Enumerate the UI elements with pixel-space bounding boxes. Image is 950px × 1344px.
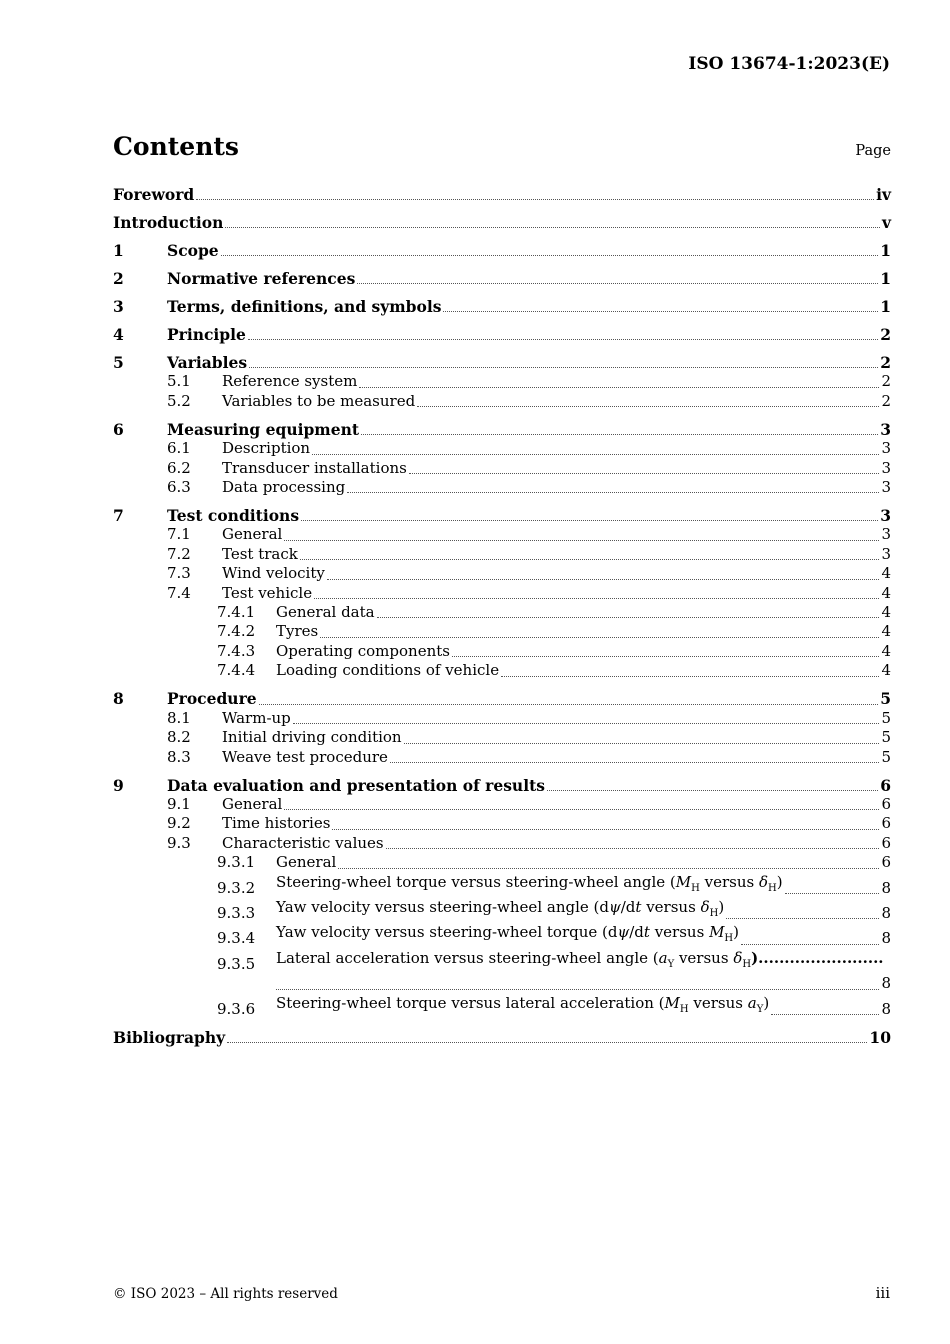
dot-leader (196, 199, 874, 200)
dot-leader (443, 311, 878, 312)
math-subscript: H (691, 882, 700, 894)
title-text: versus (649, 923, 710, 942)
toc-number: 9.3.4 (217, 929, 256, 948)
toc-title: Normative references (167, 269, 356, 288)
dot-leader (284, 809, 879, 810)
dot-leader (726, 918, 879, 919)
document-id: ISO 13674-1:2023(E) (688, 54, 890, 74)
dot-leader (300, 559, 880, 560)
toc-title: Weave test procedure (222, 747, 388, 766)
dot-leader (338, 868, 879, 869)
dot-leader (404, 743, 880, 744)
toc-page: 5 (881, 708, 891, 727)
math-variable: δ (758, 872, 769, 891)
table-of-contents (113, 185, 891, 1047)
dot-leader (276, 974, 879, 989)
toc-title (276, 949, 884, 974)
toc-title: Transducer installations (222, 458, 407, 477)
title-text: versus (688, 993, 748, 1012)
title-text: Steering-wheel torque versus lateral acceleration ( (276, 993, 665, 1012)
toc-page: 8 (881, 903, 891, 922)
toc-title (276, 923, 739, 948)
toc-entry-9-3-5[interactable] (113, 949, 891, 974)
toc-number: 8 (113, 689, 124, 709)
toc-entry-6[interactable] (113, 420, 891, 439)
dot-leader (314, 598, 879, 599)
toc-entry-7-3[interactable] (113, 564, 891, 583)
dot-leader (332, 829, 879, 830)
dot-leader (359, 387, 879, 388)
dot-leader (347, 492, 879, 493)
toc-title: Test track (222, 544, 298, 563)
toc-title: Wind velocity (222, 564, 325, 583)
title-text: Yaw velocity versus steering-wheel angle (d (276, 897, 609, 916)
title-text: Yaw velocity versus steering-wheel torque (d (276, 923, 618, 942)
toc-page: 8 (881, 929, 891, 948)
math-variable: a (658, 948, 668, 967)
math-variable: M (709, 923, 725, 942)
toc-title: General data (276, 603, 375, 622)
dot-leader (390, 762, 880, 763)
toc-title: Warm-up (222, 708, 291, 727)
toc-entry-bibliography[interactable] (113, 1028, 891, 1047)
toc-page: 8 (881, 974, 891, 993)
dot-leader (225, 227, 880, 228)
toc-title: Principle (167, 325, 246, 344)
toc-number: 7.4.1 (217, 603, 256, 622)
toc-title: Reference system (222, 372, 358, 391)
page-column-label: Page (855, 143, 891, 159)
toc-page: 8 (881, 999, 891, 1018)
math-variable: ψ (617, 923, 630, 942)
dot-leader (741, 944, 879, 945)
math-variable: t (635, 897, 642, 916)
toc-page: 3 (881, 439, 891, 458)
toc-page: 6 (881, 833, 891, 852)
toc-title: General (276, 853, 337, 872)
toc-entry-9-1[interactable] (113, 795, 891, 814)
toc-entry-7-1[interactable] (113, 525, 891, 544)
toc-title: Data processing (222, 478, 346, 497)
toc-number: 2 (113, 269, 124, 288)
contents-header (113, 132, 891, 166)
math-variable: δ (733, 948, 743, 967)
dot-leader (361, 434, 878, 435)
toc-number: 9.3.2 (217, 878, 256, 897)
toc-page: 10 (869, 1027, 891, 1047)
toc-title (276, 994, 769, 1019)
toc-title: Operating components (276, 641, 450, 660)
title-text: versus (699, 872, 759, 891)
toc-title: Introduction (113, 213, 224, 232)
toc-entry-9-2[interactable] (113, 814, 891, 833)
math-variable: t (643, 923, 650, 942)
toc-title: Bibliography (113, 1027, 226, 1047)
toc-entry-8-2[interactable] (113, 728, 891, 747)
dot-leader (312, 454, 879, 455)
dot-leader (259, 704, 879, 705)
page-number: iii (875, 1284, 890, 1302)
toc-number: 9.3.1 (217, 853, 256, 872)
toc-entry-introduction[interactable] (113, 213, 891, 232)
title-text: ) (763, 993, 770, 1012)
toc-entry-8-1[interactable] (113, 709, 891, 728)
toc-title: Measuring equipment (167, 419, 360, 439)
toc-page: 4 (881, 641, 891, 660)
toc-entry-1[interactable] (113, 241, 891, 260)
title-text: ) (718, 897, 725, 916)
toc-entry-8-3[interactable] (113, 748, 891, 767)
toc-number: 7 (113, 506, 124, 526)
toc-page: 1 (880, 297, 891, 316)
toc-title: Scope (167, 241, 219, 260)
toc-number: 9.2 (167, 814, 191, 833)
toc-entry-9[interactable] (113, 776, 891, 795)
toc-title: Variables (167, 353, 248, 372)
toc-page: 2 (880, 353, 891, 372)
toc-number: 6.1 (167, 439, 191, 458)
title-text: Lateral acceleration versus steering-wheel angle ( (276, 948, 659, 967)
toc-entry-7-2[interactable] (113, 545, 891, 564)
toc-entry-7[interactable] (113, 506, 891, 525)
toc-title: Test conditions (167, 506, 300, 526)
toc-entry-7-4-4[interactable] (113, 661, 891, 680)
toc-page: 2 (881, 372, 891, 391)
toc-page: 3 (881, 525, 891, 544)
toc-entry-9-3-3[interactable] (113, 898, 891, 923)
title-text: versus (641, 897, 701, 916)
dot-leader (327, 579, 880, 580)
toc-title (276, 898, 724, 923)
dot-leader (357, 283, 878, 284)
dot-leader (771, 1014, 879, 1015)
toc-entry-7-4-2[interactable] (113, 622, 891, 641)
dot-leader (301, 520, 878, 521)
toc-title: General (222, 794, 283, 813)
toc-page: 5 (880, 689, 891, 709)
title-text: versus (674, 948, 734, 967)
toc-number: 7.3 (167, 564, 191, 583)
dot-leader (249, 367, 878, 368)
toc-number: 9.3.6 (217, 999, 256, 1018)
toc-number: 7.4.2 (217, 622, 256, 641)
toc-page: 1 (880, 241, 891, 260)
toc-entry-9-3-1[interactable] (113, 853, 891, 872)
toc-number: 7.2 (167, 544, 191, 563)
toc-number: 5 (113, 353, 124, 372)
toc-page: 4 (881, 603, 891, 622)
toc-number: 9 (113, 775, 124, 795)
toc-page: 4 (881, 661, 891, 680)
toc-number: 9.3 (167, 833, 191, 852)
toc-entry-8[interactable] (113, 689, 891, 708)
toc-number: 3 (113, 297, 124, 316)
toc-number: 9.1 (167, 794, 191, 813)
toc-entry-9-3-6[interactable] (113, 994, 891, 1019)
toc-number: 8.1 (167, 708, 191, 727)
toc-page: 3 (881, 544, 891, 563)
math-subscript: H (724, 933, 734, 945)
dot-leader (452, 656, 879, 657)
math-subscript: Y (756, 1003, 764, 1015)
toc-page: 2 (880, 325, 891, 344)
toc-number: 7.1 (167, 525, 191, 544)
dot-leader (501, 676, 879, 677)
toc-entry-6-1[interactable] (113, 439, 891, 458)
toc-number: 7.4 (167, 583, 191, 602)
toc-title: Characteristic values (222, 833, 384, 852)
toc-page: 4 (881, 564, 891, 583)
toc-number: 8.3 (167, 747, 191, 766)
toc-number: 7.4.4 (217, 661, 256, 680)
toc-page: 6 (881, 853, 891, 872)
toc-page: 8 (881, 878, 891, 897)
dot-leader (227, 1042, 867, 1043)
page-title: Contents (113, 132, 240, 161)
toc-page: 4 (881, 583, 891, 602)
toc-page: 3 (880, 506, 891, 526)
toc-entry-3[interactable] (113, 297, 891, 316)
toc-number: 7.4.3 (217, 641, 256, 660)
toc-page: 3 (880, 419, 891, 439)
dot-leader (377, 617, 880, 618)
toc-page: v (881, 213, 891, 232)
math-variable: M (675, 872, 692, 891)
toc-page: 5 (881, 747, 891, 766)
toc-page: 3 (881, 458, 891, 477)
title-text: )........................ (751, 948, 884, 967)
toc-page: 6 (881, 794, 891, 813)
title-text: Steering-wheel torque versus steering-wheel angle ( (276, 872, 676, 891)
dot-leader (293, 723, 880, 724)
toc-number: 8.2 (167, 728, 191, 747)
title-text: ) (733, 923, 740, 942)
toc-title: Initial driving condition (222, 728, 402, 747)
toc-number: 4 (113, 325, 124, 344)
toc-title (276, 873, 783, 898)
toc-title: Procedure (167, 689, 257, 709)
toc-entry-2[interactable] (113, 269, 891, 288)
toc-number: 6 (113, 419, 124, 439)
toc-entry-9-3[interactable] (113, 834, 891, 853)
toc-title: Description (222, 439, 311, 458)
dot-leader (409, 473, 880, 474)
toc-number: 5.2 (167, 391, 191, 410)
math-subscript: H (768, 882, 777, 894)
math-subscript: H (679, 1003, 689, 1015)
math-variable: ψ (608, 897, 621, 916)
toc-number: 1 (113, 241, 124, 260)
toc-entry-foreword[interactable] (113, 185, 891, 204)
dot-leader (417, 406, 879, 407)
dot-leader (320, 637, 879, 638)
toc-title: Test vehicle (222, 583, 313, 602)
toc-page: 2 (881, 391, 891, 410)
math-subscript: H (709, 907, 719, 919)
title-text: /d (620, 897, 636, 916)
toc-page: 6 (880, 775, 891, 795)
copyright-notice: © ISO 2023 – All rights reserved (113, 1286, 338, 1302)
toc-title: Tyres (276, 622, 319, 641)
toc-number: 6.3 (167, 478, 191, 497)
dot-leader (386, 848, 880, 849)
toc-entry-5-2[interactable] (113, 392, 891, 411)
toc-page: 5 (881, 728, 891, 747)
toc-title: General (222, 525, 283, 544)
toc-entry-9-3-5-continued[interactable] (113, 974, 891, 993)
math-subscript: Y (667, 958, 675, 970)
toc-number: 6.2 (167, 458, 191, 477)
toc-page: 4 (881, 622, 891, 641)
dot-leader (248, 339, 878, 340)
toc-entry-7-4[interactable] (113, 584, 891, 603)
toc-page: iv (876, 185, 891, 204)
toc-title: Terms, definitions, and symbols (167, 297, 442, 316)
toc-entry-5[interactable] (113, 353, 891, 372)
math-variable: M (664, 993, 680, 1012)
dot-leader (547, 790, 878, 791)
title-text: ) (776, 872, 783, 891)
math-variable: δ (700, 897, 710, 916)
toc-entry-6-2[interactable] (113, 459, 891, 478)
toc-entry-6-3[interactable] (113, 478, 891, 497)
toc-entry-9-3-4[interactable] (113, 923, 891, 948)
dot-leader (221, 255, 879, 256)
toc-number: 9.3.3 (217, 903, 256, 922)
toc-title: Time histories (222, 814, 331, 833)
toc-page: 6 (881, 814, 891, 833)
toc-entry-4[interactable] (113, 325, 891, 344)
math-subscript: H (742, 958, 752, 970)
toc-title: Loading conditions of vehicle (276, 661, 500, 680)
dot-leader (785, 893, 880, 894)
toc-page: 3 (881, 478, 891, 497)
toc-number: 9.3.5 (217, 954, 256, 973)
toc-entry-7-4-1[interactable] (113, 603, 891, 622)
title-text: /d (629, 923, 644, 942)
toc-title: Data evaluation and presentation of results (167, 775, 545, 795)
toc-page: 1 (880, 269, 891, 288)
toc-entry-7-4-3[interactable] (113, 642, 891, 661)
toc-number: 5.1 (167, 372, 191, 391)
toc-entry-9-3-2[interactable] (113, 873, 891, 898)
math-variable: a (747, 993, 757, 1012)
toc-title: Variables to be measured (222, 391, 416, 410)
toc-entry-5-1[interactable] (113, 372, 891, 391)
dot-leader (284, 540, 879, 541)
toc-title: Foreword (113, 185, 195, 204)
